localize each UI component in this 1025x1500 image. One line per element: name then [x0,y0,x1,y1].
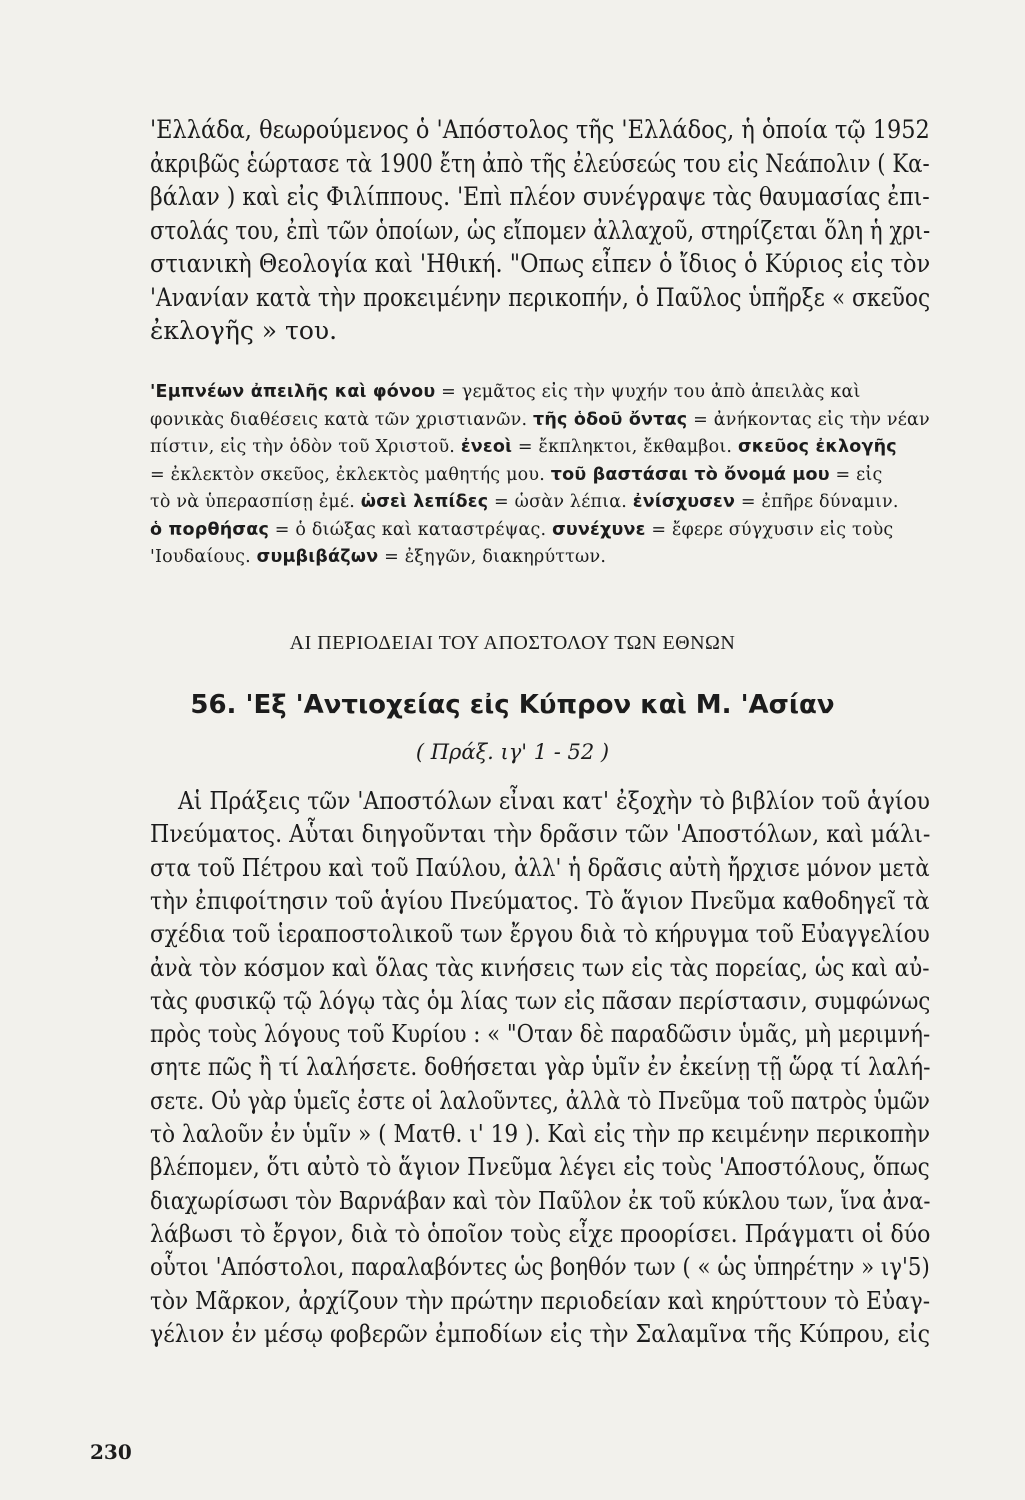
gloss-term: ἐνεοὶ [460,437,513,457]
gloss-line [150,520,893,540]
intro-line: 'Ανανίαν κατὰ τὴν προκειμένην περικοπήν, ὁ Παῦλος ὑπῆρξε « σκεῦος [150,282,931,312]
gloss-term: σκεῦος ἐκλογῆς [737,437,897,457]
gloss-term: ἐνίσχυσεν [632,492,736,512]
page-number: 230 [90,1440,132,1464]
body-line: σετε. Οὐ γὰρ ὑμεῖς ἐστε οἱ λαλοῦντες, ἀλλὰ τὸ Πνεῦμα τοῦ πατρὸς ὑμῶν [150,1086,930,1115]
gloss-text: = ἐκλεκτὸν σκεῦος, ἐκλεκτὸς μαθητής μου. [150,464,551,485]
body-line: σητε πῶς ἢ τί λαλήσετε. δοθήσεται γὰρ ὑμῖν ἐν ἐκείνῃ τῇ ὥρᾳ τί λαλή- [150,1053,931,1082]
body-line: στα τοῦ Πέτρου καὶ τοῦ Παύλου, ἀλλ' ἡ δρᾶσις αὐτὴ ἤρχισε μόνον μετὰ [150,853,930,882]
gloss-text: = ἔφερε σύγχυσιν εἰς τοὺς [645,519,894,540]
intro-line: 'Ελλάδα, θεωρούμενος ὁ 'Απόστολος τῆς 'Ελλάδος, ἡ ὁποία τῷ 1952 [150,115,930,144]
chapter-title: 56. 'Εξ 'Αντιοχείας εἰς Κύπρον καὶ Μ. 'Ασίαν [190,690,835,720]
gloss-text: τὸ νὰ ὑπερασπίσῃ ἐμέ. [150,492,361,512]
body-line: Πνεύματος. Αὗται διηγοῦνται τὴν δρᾶσιν τῶν 'Αποστόλων, καὶ μάλι- [150,820,931,849]
body-line: Αἱ Πράξεις τῶν 'Αποστόλων εἶναι κατ' ἐξοχὴν τὸ βιβλίον τοῦ ἁγίου [178,787,930,815]
section-title: ΑΙ ΠΕΡΙΟΔΕΙΑΙ ΤΟΥ ΑΠΟΣΤΟΛΟΥ ΤΩΝ ΕΘΝΩΝ [289,632,736,654]
body-line: τὸ λαλοῦν ἐν ὑμῖν » ( Ματθ. ι' 19 ). Καὶ εἰς τὴν πρ κειμένην περικοπὴν [150,1120,931,1148]
gloss-text: = εἰς [829,464,883,485]
gloss-line [150,492,899,512]
body-line: τὸν Μᾶρκον, ἀρχίζουν τὴν πρώτην περιοδείαν καὶ κηρύττουν τὸ Εὐαγ- [150,1286,931,1315]
gloss-text: 'Ιουδαίους. [150,547,257,567]
body-line: ἀνὰ τὸν κόσμον καὶ ὅλας τὰς κινήσεις των εἰς τὰς πορείας, ὡς καὶ αὐ- [150,953,930,982]
intro-line: στολάς του, ἐπὶ τῶν ὁποίων, ὡς εἴπομεν ἀλλαχοῦ, στηρίζεται ὅλη ἡ χρι- [150,215,931,245]
intro-line: ἀκριβῶς ἑώρτασε τὰ 1900 ἔτη ἀπὸ τῆς ἐλεύσεώς του εἰς Νεάπολιν ( Κα- [150,148,930,178]
gloss-line [150,547,606,567]
gloss-line [150,465,882,485]
intro-line: στιανικὴ Θεολογία καὶ 'Ηθική. "Οπως εἶπεν ὁ ἴδιος ὁ Κύριος εἰς τὸν [150,249,931,278]
gloss-term: συμβιβάζων [256,547,379,567]
gloss-term: ὁ πορθήσας [150,519,270,540]
gloss-term: ὡσεὶ λεπίδες [360,492,489,512]
gloss-term: συνέχυνε [552,519,646,540]
gloss-line [150,410,930,430]
body-line: λάβωσι τὸ ἔργον, διὰ τὸ ὁποῖον τοὺς εἶχε προορίσει. Πράγματι οἱ δύο [150,1219,931,1248]
body-line: βλέπομεν, ὅτι αὐτὸ τὸ ἅγιον Πνεῦμα λέγει εἰς τοὺς 'Αποστόλους, ὅπως [150,1153,930,1182]
gloss-text: = ὁ διώξας καὶ καταστρέψας. [269,519,553,540]
gloss-text: = ὡσὰν λέπια. [488,492,633,512]
gloss-text: = γεμᾶτος εἰς τὴν ψυχήν του ἀπὸ ἀπειλὰς καὶ [435,382,861,402]
gloss-term: τῆς ὁδοῦ ὄντας [532,409,688,430]
body-line: σχέδια τοῦ ἱεραποστολικοῦ των ἔργου διὰ τὸ κήρυγμα τοῦ Εὐαγγελίου [150,920,930,949]
intro-line: βάλαν ) καὶ εἰς Φιλίππους. 'Επὶ πλέον συνέγραψε τὰς θαυμασίας ἐπι- [150,182,930,211]
gloss-term: 'Εμπνέων ἀπειλῆς καὶ φόνου [150,382,436,402]
intro-line: ἐκλογῆς » του. [150,316,338,345]
gloss-line [150,437,897,457]
body-line: τὴν ἐπιφοίτησιν τοῦ ἁγίου Πνεύματος. Τὸ ἅγιον Πνεῦμα καθοδηγεῖ τὰ [150,886,930,915]
body-line: οὗτοι 'Απόστολοι, παραλαβόντες ὡς βοηθόν των ( « ὡς ὑπηρέτην » ιγ'5) [150,1253,930,1282]
gloss-text: = ἀνήκοντας εἰς τὴν νέαν [687,409,930,430]
gloss-text: = ἐπῆρε δύναμιν. [735,492,899,512]
body-line: πρὸς τοὺς λόγους τοῦ Κυρίου : « "Οταν δὲ παραδῶσιν ὑμᾶς, μὴ μεριμνή- [150,1020,931,1049]
gloss-text: πίστιν, εἰς τὴν ὁδὸν τοῦ Χριστοῦ. [150,437,461,457]
body-line: διαχωρίσωσι τὸν Βαρνάβαν καὶ τὸν Παῦλον ἐκ τοῦ κύκλου των, ἵνα ἀνα- [150,1186,931,1215]
body-line: γέλιον ἐν μέσῳ φοβερῶν ἐμποδίων εἰς τὴν Σαλαμῖνα τῆς Κύπρου, εἰς [150,1319,931,1348]
gloss-text: φονικὰς διαθέσεις κατὰ τῶν χριστιανῶν. [150,409,533,430]
gloss-text: = ἔκπληκτοι, ἔκθαμβοι. [512,437,738,457]
body-line: τὰς φυσικῷ τῷ λόγῳ τὰς ὁμ λίας των εἰς πᾶσαν περίστασιν, συμφώνως [150,986,931,1015]
gloss-text: = ἐξηγῶν, διακηρύττων. [378,547,607,567]
gloss-line [150,382,861,402]
gloss-term: τοῦ βαστάσαι τὸ ὄνομά μου [550,464,830,485]
chapter-reference: ( Πράξ. ιγ' 1 - 52 ) [415,740,610,764]
